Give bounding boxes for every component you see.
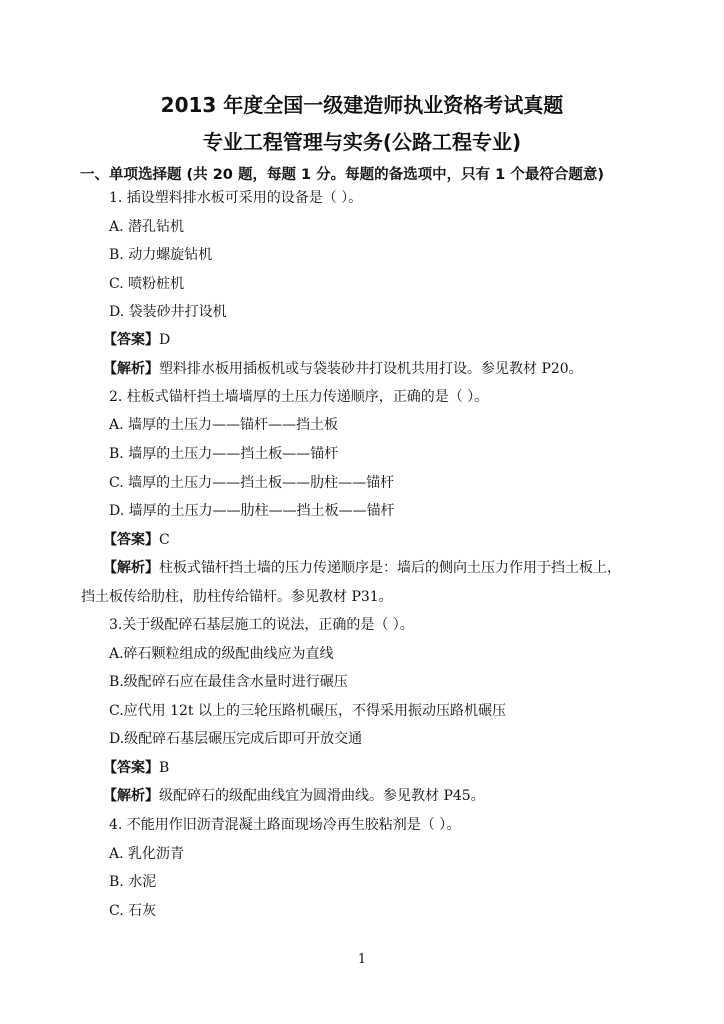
analysis-text: 塑料排水板用插板机或与袋装砂井打设机共用打设。参见教材 P20。 [159, 361, 583, 377]
question-3-option-a: A.碎石颗粒组成的级配曲线应为直线 [109, 646, 334, 662]
analysis-label: 【解析】 [103, 788, 159, 804]
question-4-option-a: A. 乳化沥青 [109, 846, 185, 862]
analysis-text: 级配碎石的级配曲线宜为圆滑曲线。参见教材 P45。 [159, 788, 485, 804]
question-4-option-c: C. 石灰 [109, 903, 157, 919]
question-1-analysis [103, 360, 583, 378]
question-2-option-c: C. 墙厚的土压力——挡土板——肋柱——锚杆 [109, 475, 395, 491]
page-number: 1 [357, 952, 367, 967]
question-1-option-a: A. 潜孔钻机 [109, 219, 185, 235]
page-subtitle: 专业工程管理与实务(公路工程专业) [202, 130, 522, 154]
question-3-analysis [103, 787, 485, 805]
section-heading: 一、单项选择题 (共 20 题，每题 1 分。每题的备选项中，只有 1 个最符合题意) [80, 167, 604, 183]
question-2-analysis [103, 559, 621, 577]
question-2-option-b: B. 墙厚的土压力——挡土板——锚杆 [109, 446, 339, 462]
answer-label: 【答案】 [103, 760, 159, 776]
question-3-answer [103, 759, 169, 777]
question-1-option-c: C. 喷粉桩机 [109, 276, 185, 292]
question-2-option-a: A. 墙厚的土压力——锚杆——挡土板 [109, 417, 339, 433]
page-title: 2013 年度全国一级建造师执业资格考试真题 [160, 93, 564, 117]
answer-value: B [159, 760, 170, 776]
question-3-stem: 3.关于级配碎石基层施工的说法，正确的是（ ）。 [109, 617, 414, 633]
question-1-option-b: B. 动力螺旋钻机 [109, 247, 213, 263]
answer-label: 【答案】 [103, 332, 159, 348]
question-2-analysis-continued: 挡土板传给肋柱，肋柱传给锚杆。参见教材 P31。 [81, 589, 393, 605]
answer-label: 【答案】 [103, 532, 159, 548]
analysis-text: 柱板式锚杆挡土墙的压力传递顺序是：墙后的侧向土压力作用于挡土板上， [159, 560, 621, 576]
question-2-option-d: D. 墙厚的土压力——肋柱——挡土板——锚杆 [109, 503, 395, 519]
question-3-option-d: D.级配碎石基层碾压完成后即可开放交通 [109, 731, 363, 747]
question-4-stem: 4. 不能用作旧沥青混凝土路面现场冷再生胶粘剂是（ ）。 [109, 817, 461, 833]
question-1-stem: 1. 插设塑料排水板可采用的设备是（ ）。 [109, 190, 363, 206]
analysis-label: 【解析】 [103, 560, 159, 576]
question-3-option-c: C.应代用 12t 以上的三轮压路机碾压，不得采用振动压路机碾压 [109, 703, 507, 719]
question-3-option-b: B.级配碎石应在最佳含水量时进行碾压 [109, 674, 348, 690]
question-2-stem: 2. 柱板式锚杆挡土墙墙厚的土压力传递顺序，正确的是（ ）。 [109, 389, 489, 405]
answer-value: C [159, 532, 170, 548]
answer-value: D [159, 332, 171, 348]
analysis-label: 【解析】 [103, 361, 159, 377]
question-1-answer [103, 331, 170, 349]
question-1-option-d: D. 袋装砂井打设机 [109, 304, 227, 320]
question-2-answer [103, 531, 170, 549]
question-4-option-b: B. 水泥 [109, 874, 157, 890]
